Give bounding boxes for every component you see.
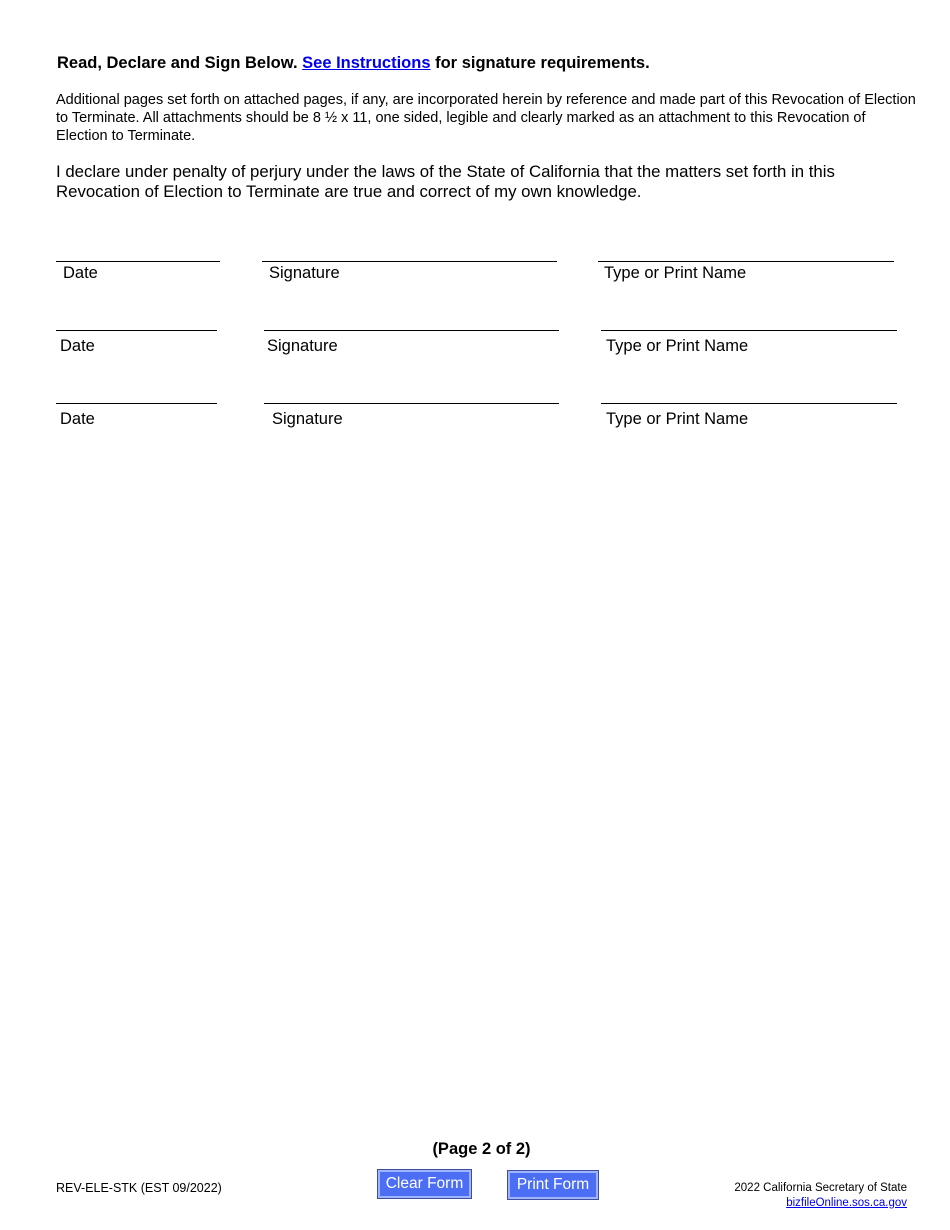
section-heading bbox=[57, 54, 650, 73]
name-label-3: Type or Print Name bbox=[606, 410, 749, 428]
attachments-paragraph: Additional pages set forth on attached pages, if any, are incorporated herein by reference and made part of this Revocation of Election to Terminate. All attachments should be 8 ½ x 11, one sided, legible and clearly marked as an attachment to this Revocation of Election to Terminate. bbox=[56, 92, 916, 144]
see-instructions-link[interactable]: See Instructions bbox=[302, 54, 431, 72]
heading-suffix: for signature requirements. bbox=[435, 54, 650, 72]
date-label-3: Date bbox=[60, 410, 95, 428]
date-field-2[interactable] bbox=[56, 330, 217, 331]
declaration-paragraph: I declare under penalty of perjury under the laws of the State of California that the matters set forth in this Revocation of Election to Terminate are true and correct of my own knowledge. bbox=[56, 162, 835, 201]
signature-label-3: Signature bbox=[272, 410, 343, 428]
date-label-2: Date bbox=[60, 337, 95, 355]
date-field-1[interactable] bbox=[56, 261, 220, 262]
date-label-1: Date bbox=[63, 264, 98, 282]
name-label-2: Type or Print Name bbox=[606, 337, 749, 355]
signature-field-3[interactable] bbox=[264, 403, 559, 404]
clear-form-button[interactable]: Clear Form bbox=[378, 1170, 471, 1198]
website-link[interactable]: bizfileOnline.sos.ca.gov bbox=[786, 1197, 907, 1209]
copyright-text: 2022 California Secretary of State bbox=[734, 1182, 907, 1194]
name-field-3[interactable] bbox=[601, 403, 897, 404]
name-label-1: Type or Print Name bbox=[604, 264, 747, 282]
signature-field-1[interactable] bbox=[262, 261, 557, 262]
form-code: REV-ELE-STK (EST 09/2022) bbox=[56, 1181, 222, 1195]
print-form-button[interactable]: Print Form bbox=[508, 1171, 598, 1199]
page-number: (Page 2 of 2) bbox=[432, 1140, 531, 1158]
name-field-1[interactable] bbox=[598, 261, 894, 262]
name-field-2[interactable] bbox=[601, 330, 897, 331]
signature-field-2[interactable] bbox=[264, 330, 559, 331]
signature-label-1: Signature bbox=[269, 264, 340, 282]
signature-label-2: Signature bbox=[267, 337, 338, 355]
heading-intro: Read, Declare and Sign Below. bbox=[57, 54, 298, 72]
date-field-3[interactable] bbox=[56, 403, 217, 404]
